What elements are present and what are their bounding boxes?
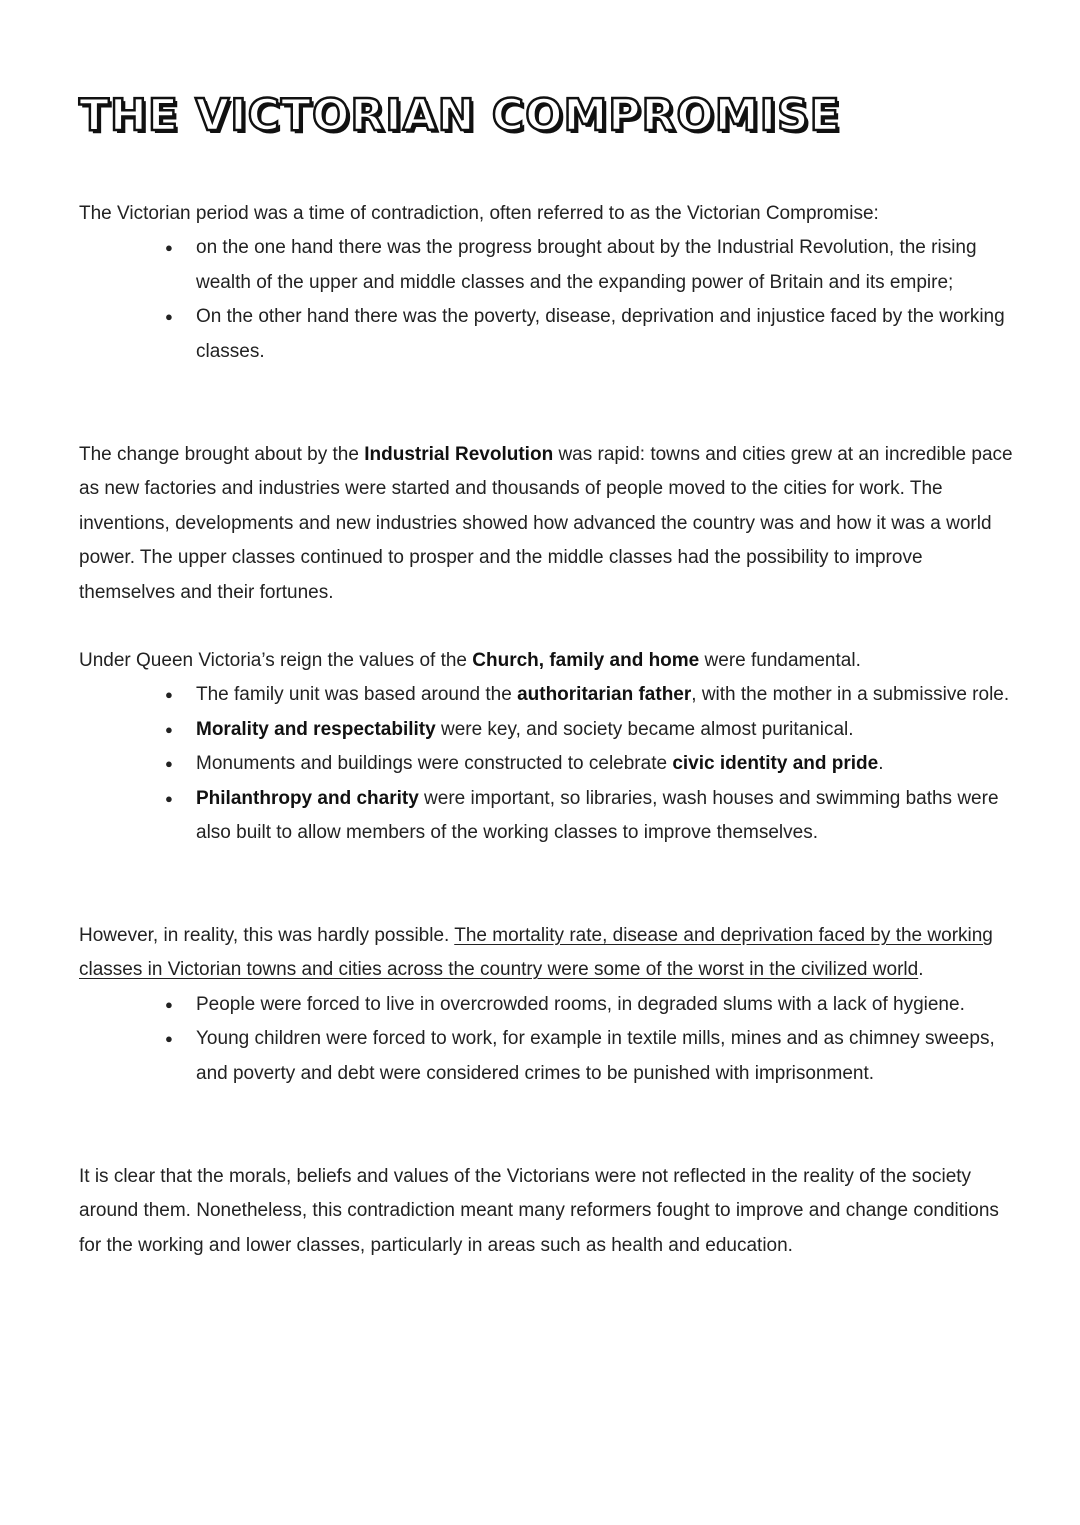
list-item	[79, 782, 1014, 851]
text-run: were important, so libraries, wash houses and swimming baths were also built to allow members of the working classes to improve themselves.	[196, 787, 999, 844]
page-title: THE VICTORIAN COMPROMISE	[79, 90, 841, 141]
paragraph-industrial-revolution	[79, 438, 1014, 610]
text-run: .	[878, 753, 884, 775]
paragraph-intro: The Victorian period was a time of contradiction, often referred to as the Victorian Compromise:	[79, 203, 879, 224]
text-run: was rapid: towns and cities grew at an incredible pace as new factories and industries were started and thousands of people moved to the cities for work. The inventions, developments and new industries showed how advanced the country was and how it was a world power. The upper classes continued to prosper and the middle classes had the possibility to improve themselves and their fortunes.	[79, 444, 1013, 603]
bold-term: Philanthropy and charity	[196, 787, 419, 809]
list-item: ● People were forced to live in overcrowded rooms, in degraded slums with a lack of hygiene.	[79, 988, 1014, 1022]
list-item	[79, 678, 1014, 712]
text-run: .	[918, 959, 924, 981]
bold-term: Church, family and home	[472, 650, 700, 671]
underlined-statement: The mortality rate, disease and deprivation faced by the working classes in Victorian towns and cities across the country were some of the worst in the civilized world	[79, 925, 993, 981]
bullet-list-reality	[79, 988, 1014, 1091]
bold-term: Morality and respectability	[196, 718, 436, 740]
list-item	[79, 747, 1014, 781]
list-item	[79, 713, 1014, 747]
text-run: The change brought about by the	[79, 444, 365, 465]
text-run: The family unit was based around the	[196, 684, 518, 706]
bold-term: authoritarian father	[517, 684, 692, 706]
bullet-list-contradiction	[79, 231, 1014, 369]
text-run: , with the mother in a submissive role.	[691, 684, 1010, 706]
section-conclusion	[79, 1160, 1014, 1263]
text-run: However, in reality, this was hardly possible.	[79, 925, 455, 946]
list-item: ● On the other hand there was the poverty, disease, deprivation and injustice faced by the working classes.	[79, 300, 1014, 369]
paragraph-conclusion: It is clear that the morals, beliefs and values of the Victorians were not reflected in the reality of the society around them. Nonetheless, this contradiction meant many reformers fought to improve and change conditions for the working and lower classes, particularly in areas such as health and education.	[79, 1166, 999, 1256]
section-reality	[79, 919, 1014, 1091]
paragraph-values-intro	[79, 644, 1014, 678]
paragraph-reality	[79, 919, 1014, 988]
text-run: were fundamental.	[699, 650, 861, 671]
text-run: were key, and society became almost puritanical.	[435, 718, 854, 740]
bold-term: civic identity and pride	[672, 753, 879, 775]
text-run: Monuments and buildings were constructed to celebrate	[196, 753, 673, 775]
section-values	[79, 644, 1014, 850]
list-item: ● on the one hand there was the progress brought about by the Industrial Revolution, the rising wealth of the upper and middle classes and the expanding power of Britain and its empire;	[79, 231, 1014, 300]
section-contradiction	[79, 197, 1014, 369]
section-industrial-revolution	[79, 438, 1014, 610]
bold-term: Industrial Revolution	[364, 444, 554, 465]
bullet-list-values	[79, 678, 1014, 850]
list-item: ● Young children were forced to work, for example in textile mills, mines and as chimney sweeps, and poverty and debt were considered crimes to be punished with imprisonment.	[79, 1022, 1014, 1091]
text-run: Under Queen Victoria’s reign the values of the	[79, 650, 473, 671]
